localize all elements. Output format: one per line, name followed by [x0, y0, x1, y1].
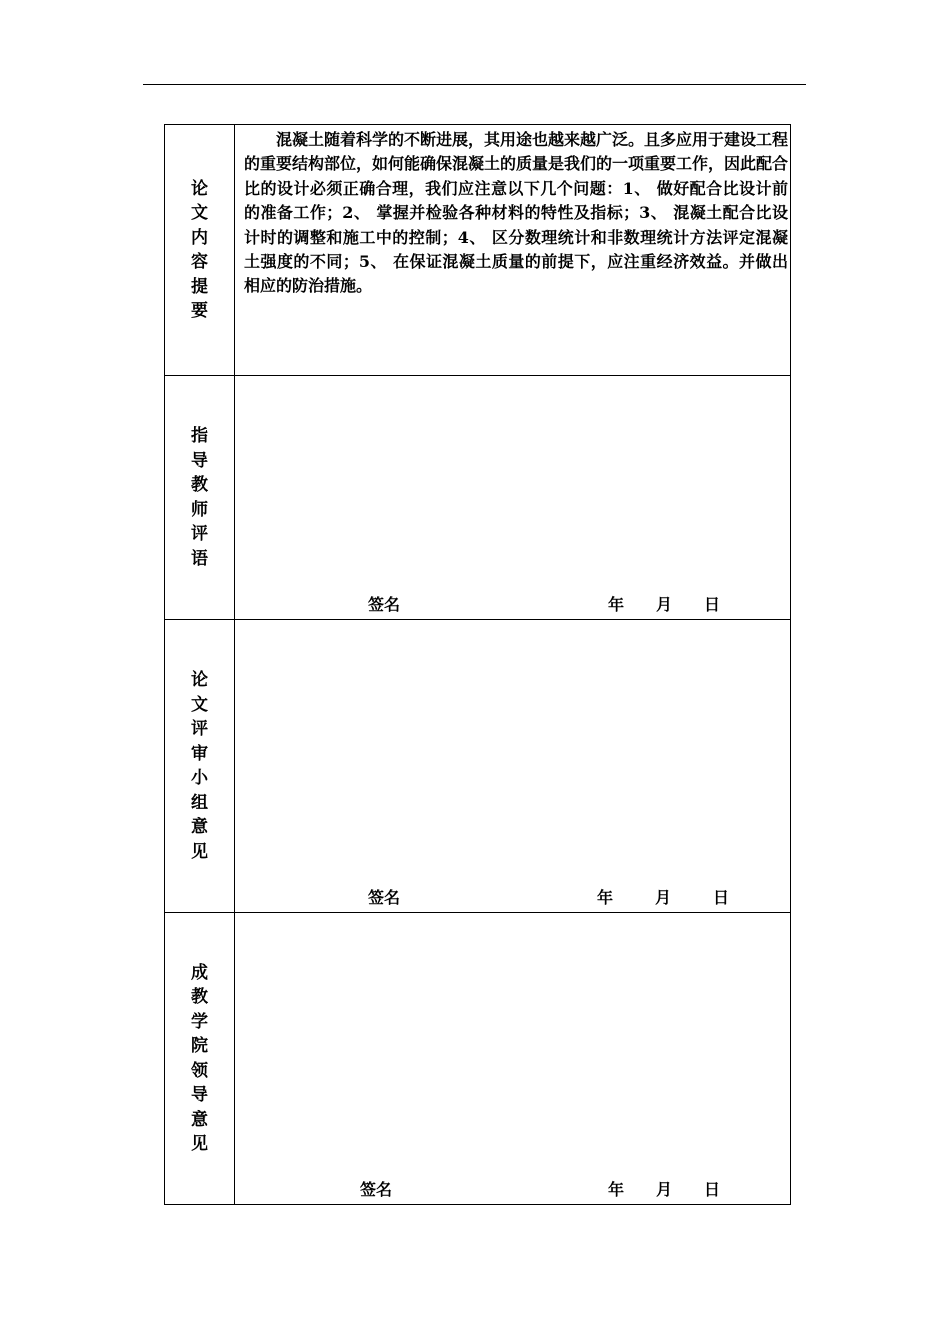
advisor-comments-row	[165, 376, 790, 620]
abstract-text: 混凝土随着科学的不断进展，其用途也越来越广泛。且多应用于建设工程的重要结构部位，如何能确保混凝土的质量是我们的一项重要工作，因此配合比的设计必须正确合理，我们应注意以下几个问题：1、 做好配合比设计前的准备工作；2、 掌握并检验各种材料的特性及指标；3、 混凝土配合比设计时的调整和施工中的控制；4、 区分数理统计和非数理统计方法评定混凝土强度的不同；5、 在保证混凝土质量的前提下，应注重经济效益。并做出相应的防治措施。	[244, 130, 789, 296]
college-leadership-content	[235, 913, 790, 1204]
day-label: 日	[704, 595, 721, 614]
header-rule	[143, 84, 806, 85]
review-form-table	[164, 124, 791, 1205]
abstract-content-cell	[235, 125, 790, 375]
abstract-label: 论 文 内 容 提 要	[191, 178, 208, 321]
year-label: 年	[608, 595, 625, 614]
college-leadership-row	[165, 913, 790, 1204]
advisor-comments-label-cell	[165, 376, 235, 619]
month-label: 月	[655, 888, 672, 907]
review-panel-content	[235, 620, 790, 912]
year-label: 年	[597, 888, 614, 907]
signature-label: 签名	[360, 1180, 393, 1199]
signature-label: 签名	[368, 888, 401, 907]
college-leadership-label: 成 教 学 院 领 导 意 见	[191, 962, 208, 1154]
review-panel-label: 论 文 评 审 小 组 意 见	[191, 670, 208, 862]
day-label: 日	[713, 888, 730, 907]
abstract-label-cell	[165, 125, 235, 375]
month-label: 月	[656, 595, 673, 614]
review-panel-label-cell	[165, 620, 235, 912]
signature-label: 签名	[368, 595, 401, 614]
review-panel-row	[165, 620, 790, 913]
advisor-comments-content	[235, 376, 790, 619]
abstract-row	[165, 125, 790, 376]
day-label: 日	[704, 1180, 721, 1199]
college-leadership-label-cell	[165, 913, 235, 1204]
advisor-comments-label: 指 导 教 师 评 语	[191, 426, 208, 569]
month-label: 月	[656, 1180, 673, 1199]
year-label: 年	[608, 1180, 625, 1199]
